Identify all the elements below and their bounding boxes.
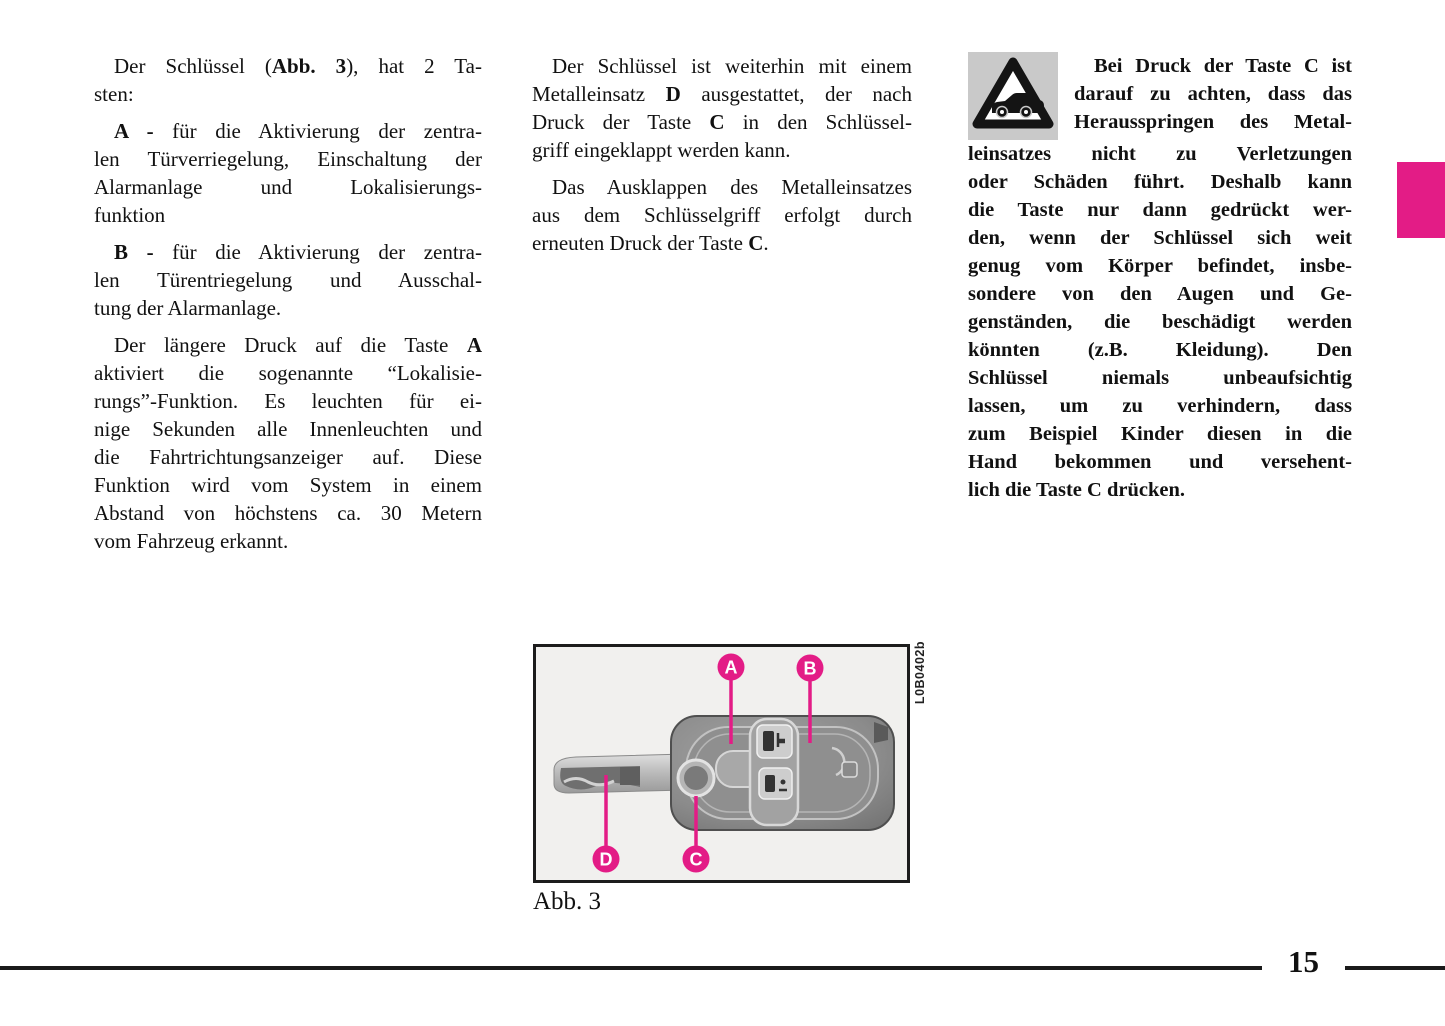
- text-line: zum Beispiel Kinder diesen in die: [968, 423, 1352, 445]
- text-line: aktiviert die sogenannte “Lokalisie-: [94, 361, 482, 385]
- text-line: funktion: [94, 203, 166, 227]
- text-line: len Türentriegelung und Ausschal-: [94, 268, 482, 292]
- text-line: Abstand von höchstens ca. 30 Metern: [94, 501, 482, 525]
- label-d-text: D: [599, 849, 613, 870]
- text-line: len Türverriegelung, Einschaltung der: [94, 147, 482, 171]
- key-button-pad: [750, 719, 798, 825]
- text-line: lich die Taste C drücken.: [968, 479, 1185, 501]
- text-line: Druck der Taste C in den Schlüssel-: [532, 110, 912, 134]
- text-line: rungs”-Funktion. Es leuchten für ei-: [94, 389, 482, 413]
- warning-body-text: [968, 140, 1352, 504]
- label-a-text: A: [724, 657, 738, 678]
- text-line: die Taste nur dann gedrückt wer-: [968, 199, 1352, 221]
- footer-rule-right: [1345, 966, 1445, 970]
- car-warning-triangle-svg: [968, 52, 1058, 140]
- text-line: genständen, die beschädigt werden: [968, 311, 1352, 333]
- figure-code: L0B0402b: [913, 641, 927, 705]
- paragraph: [94, 238, 482, 322]
- text-line: Hand bekommen und versehent-: [968, 451, 1352, 473]
- text-line: Der Schlüssel ist weiterhin mit einem: [552, 54, 912, 78]
- car-warning-triangle-icon: [968, 52, 1058, 140]
- column-2: [532, 52, 912, 266]
- text-line: griff eingeklappt werden kann.: [532, 138, 791, 162]
- label-b-text: B: [803, 658, 817, 679]
- text-line: Der längere Druck auf die Taste A: [114, 333, 482, 357]
- text-line: oder Schäden führt. Deshalb kann: [968, 171, 1352, 193]
- chapter-tab: [1397, 162, 1445, 238]
- text-line: sondere von den Augen und Ge-: [968, 283, 1352, 305]
- key-blade: [554, 754, 686, 793]
- text-line: B - für die Aktivierung der zentra-: [114, 240, 482, 264]
- column-1: [94, 52, 482, 564]
- text-line: die Fahrtrichtungsanzeiger auf. Diese: [94, 445, 482, 469]
- text-line: Bei Druck der Taste C ist: [1094, 55, 1352, 77]
- warning-header-row: [968, 52, 1352, 140]
- footer-rule-left: [0, 966, 1262, 970]
- text-line: Funktion wird vom System in einem: [94, 473, 482, 497]
- text-line: erneuten Druck der Taste C.: [532, 231, 769, 255]
- text-line: sten:: [94, 82, 134, 106]
- text-line: Schlüssel niemals unbeaufsichtig: [968, 367, 1352, 389]
- paragraph: [532, 52, 912, 164]
- paragraph: [94, 117, 482, 229]
- text-line: Herausspringen des Metal-: [1074, 111, 1352, 133]
- label-c-text: C: [689, 849, 703, 870]
- key-illustration: [536, 647, 907, 880]
- text-line: tung der Alarmanlage.: [94, 296, 282, 320]
- text-line: vom Fahrzeug erkannt.: [94, 529, 289, 553]
- text-line: Metalleinsatz D ausgestattet, der nach: [532, 82, 913, 106]
- paragraph: [94, 331, 482, 555]
- text-line: aus dem Schlüsselgriff erfolgt durch: [532, 203, 912, 227]
- column-3-warning: [968, 52, 1352, 504]
- page-number: 15: [1288, 944, 1319, 979]
- text-line: Der Schlüssel (Abb. 3), hat 2 Ta-: [114, 54, 482, 78]
- text-line: nige Sekunden alle Innenleuchten und: [94, 417, 482, 441]
- figure-caption: Abb. 3: [533, 888, 602, 915]
- text-line: A - für die Aktivierung der zentra-: [114, 119, 482, 143]
- text-line: darauf zu achten, dass das: [1074, 83, 1352, 105]
- text-line: den, wenn der Schlüssel sich weit: [968, 227, 1352, 249]
- text-line: Alarmanlage und Lokalisierungs-: [94, 175, 482, 199]
- key-round-button: [678, 760, 714, 796]
- text-line: genug vom Körper befindet, insbe-: [968, 255, 1352, 277]
- warning-intro-text: [1074, 52, 1352, 140]
- text-line: Das Ausklappen des Metalleinsatzes: [552, 175, 912, 199]
- text-line: lassen, um zu verhindern, dass: [968, 395, 1352, 417]
- text-line: leinsatzes nicht zu Verletzungen: [968, 143, 1352, 165]
- paragraph: [94, 52, 482, 108]
- figure-box: [533, 644, 910, 883]
- text-line: könnten (z.B. Kleidung). Den: [968, 339, 1352, 361]
- paragraph: [532, 173, 912, 257]
